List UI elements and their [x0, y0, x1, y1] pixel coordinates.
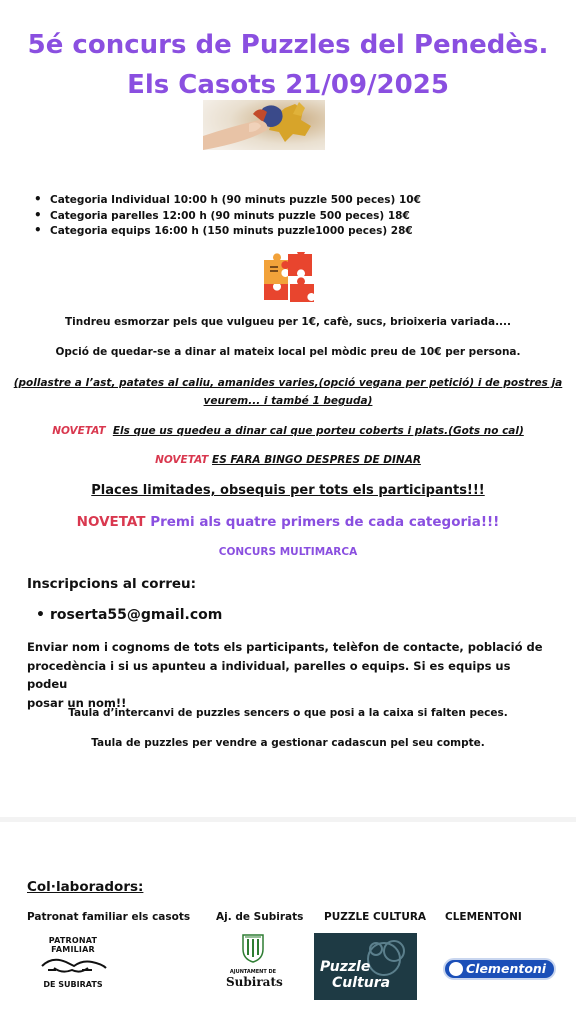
- instructions-text: [27, 638, 547, 712]
- email-item: [36, 607, 222, 623]
- category-list: [34, 192, 421, 239]
- places-limited-text: Places limitades, obsequis per tots els participants!!!: [91, 483, 485, 498]
- category-item: • Categoria Individual 10:00 h (90 minuts puzzle 500 peces) 10€: [34, 192, 421, 208]
- collaborators-heading: Col·laboradors:: [27, 879, 144, 895]
- puzzle-pieces-icon: [260, 252, 318, 304]
- subirats-shield-icon: [241, 933, 265, 963]
- puzzle-cultura-logo: [314, 933, 417, 1000]
- exchange-table-text: Taula d’intercanvi de puzzles sencers o que posi a la caixa si falten peces.: [68, 707, 508, 719]
- subirats-logo-name: Subirats: [226, 975, 283, 989]
- puzzle-hand-photo: [203, 100, 325, 150]
- instructions-line: Enviar nom i cognoms de tots els participants, telèfon de contacte, població de: [27, 640, 543, 654]
- sale-table-text: Taula de puzzles per vendre a gestionar cadascun pel seu compte.: [91, 737, 485, 749]
- menu-text-line2: veurem... i també 1 beguda): [203, 395, 373, 407]
- novetat-label: NOVETAT: [155, 454, 209, 466]
- novetat-label: NOVETAT: [52, 425, 106, 437]
- novetat-cutlery-text: Els que us quedeu a dinar cal que porteu coberts i plats.(Gots no cal): [112, 425, 524, 437]
- poster-title-line1: 5é concurs de Puzzles del Penedès.: [27, 30, 549, 60]
- subirats-logo-small: AJUNTAMENT DE: [229, 969, 277, 975]
- email-address[interactable]: roserta55@gmail.com: [50, 607, 223, 623]
- novetat-bingo: [0, 454, 576, 466]
- novetat-label: NOVETAT: [76, 514, 146, 530]
- clementoni-wordmark: Clementoni: [466, 961, 547, 976]
- puzzle-cultura-word2: Cultura: [332, 975, 391, 991]
- divider: [0, 817, 576, 822]
- novetat-prize: [0, 514, 576, 530]
- category-item: • Categoria parelles 12:00 h (90 minuts puzzle 500 peces) 18€: [34, 208, 421, 224]
- subirats-logo: [226, 933, 283, 997]
- clementoni-emblem-icon: [449, 962, 463, 976]
- patronat-logo-line2: DE SUBIRATS: [43, 980, 103, 989]
- collaborator-name: PUZZLE CULTURA: [324, 911, 427, 923]
- puzzle-cultura-word1: Puzzle: [320, 959, 371, 975]
- menu-text-line1: (pollastre a l’ast, patates al caliu, amanides varies,(opció vegana per petició) i de postres ja: [13, 377, 563, 389]
- registration-heading: Inscripcions al correu:: [27, 576, 197, 592]
- instructions-line: posar un nom!!: [27, 695, 127, 710]
- collaborator-name: CLEMENTONI: [445, 911, 522, 923]
- collaborator-name: Aj. de Subirats: [216, 911, 304, 923]
- handshake-icon: [38, 954, 108, 976]
- multimarca-text: CONCURS MULTIMARCA: [218, 546, 358, 558]
- breakfast-text: Tindreu esmorzar pels que vulgueu per 1€, cafè, sucs, brioixeria variada....: [64, 316, 512, 328]
- clementoni-logo: [443, 958, 556, 980]
- instructions-line: procedència i si us apunteu a individual, parelles o equips. Si es equips us podeu: [27, 658, 511, 691]
- patronat-logo: [26, 936, 120, 989]
- poster-title-line2: Els Casots 21/09/2025: [127, 70, 449, 100]
- novetat-bingo-text: ES FARA BINGO DESPRES DE DINAR: [212, 454, 421, 466]
- bullet: •: [36, 607, 45, 623]
- patronat-logo-line1: PATRONAT FAMILIAR: [48, 936, 98, 954]
- prize-text: Premi als quatre primers de cada categoria!!!: [150, 514, 500, 530]
- lunch-text: Opció de quedar-se a dinar al mateix local pel mòdic preu de 10€ per persona.: [55, 346, 521, 358]
- category-item: • Categoria equips 16:00 h (150 minuts puzzle1000 peces) 28€: [34, 223, 421, 239]
- collaborator-name: Patronat familiar els casots: [27, 911, 191, 923]
- novetat-cutlery: [0, 425, 576, 437]
